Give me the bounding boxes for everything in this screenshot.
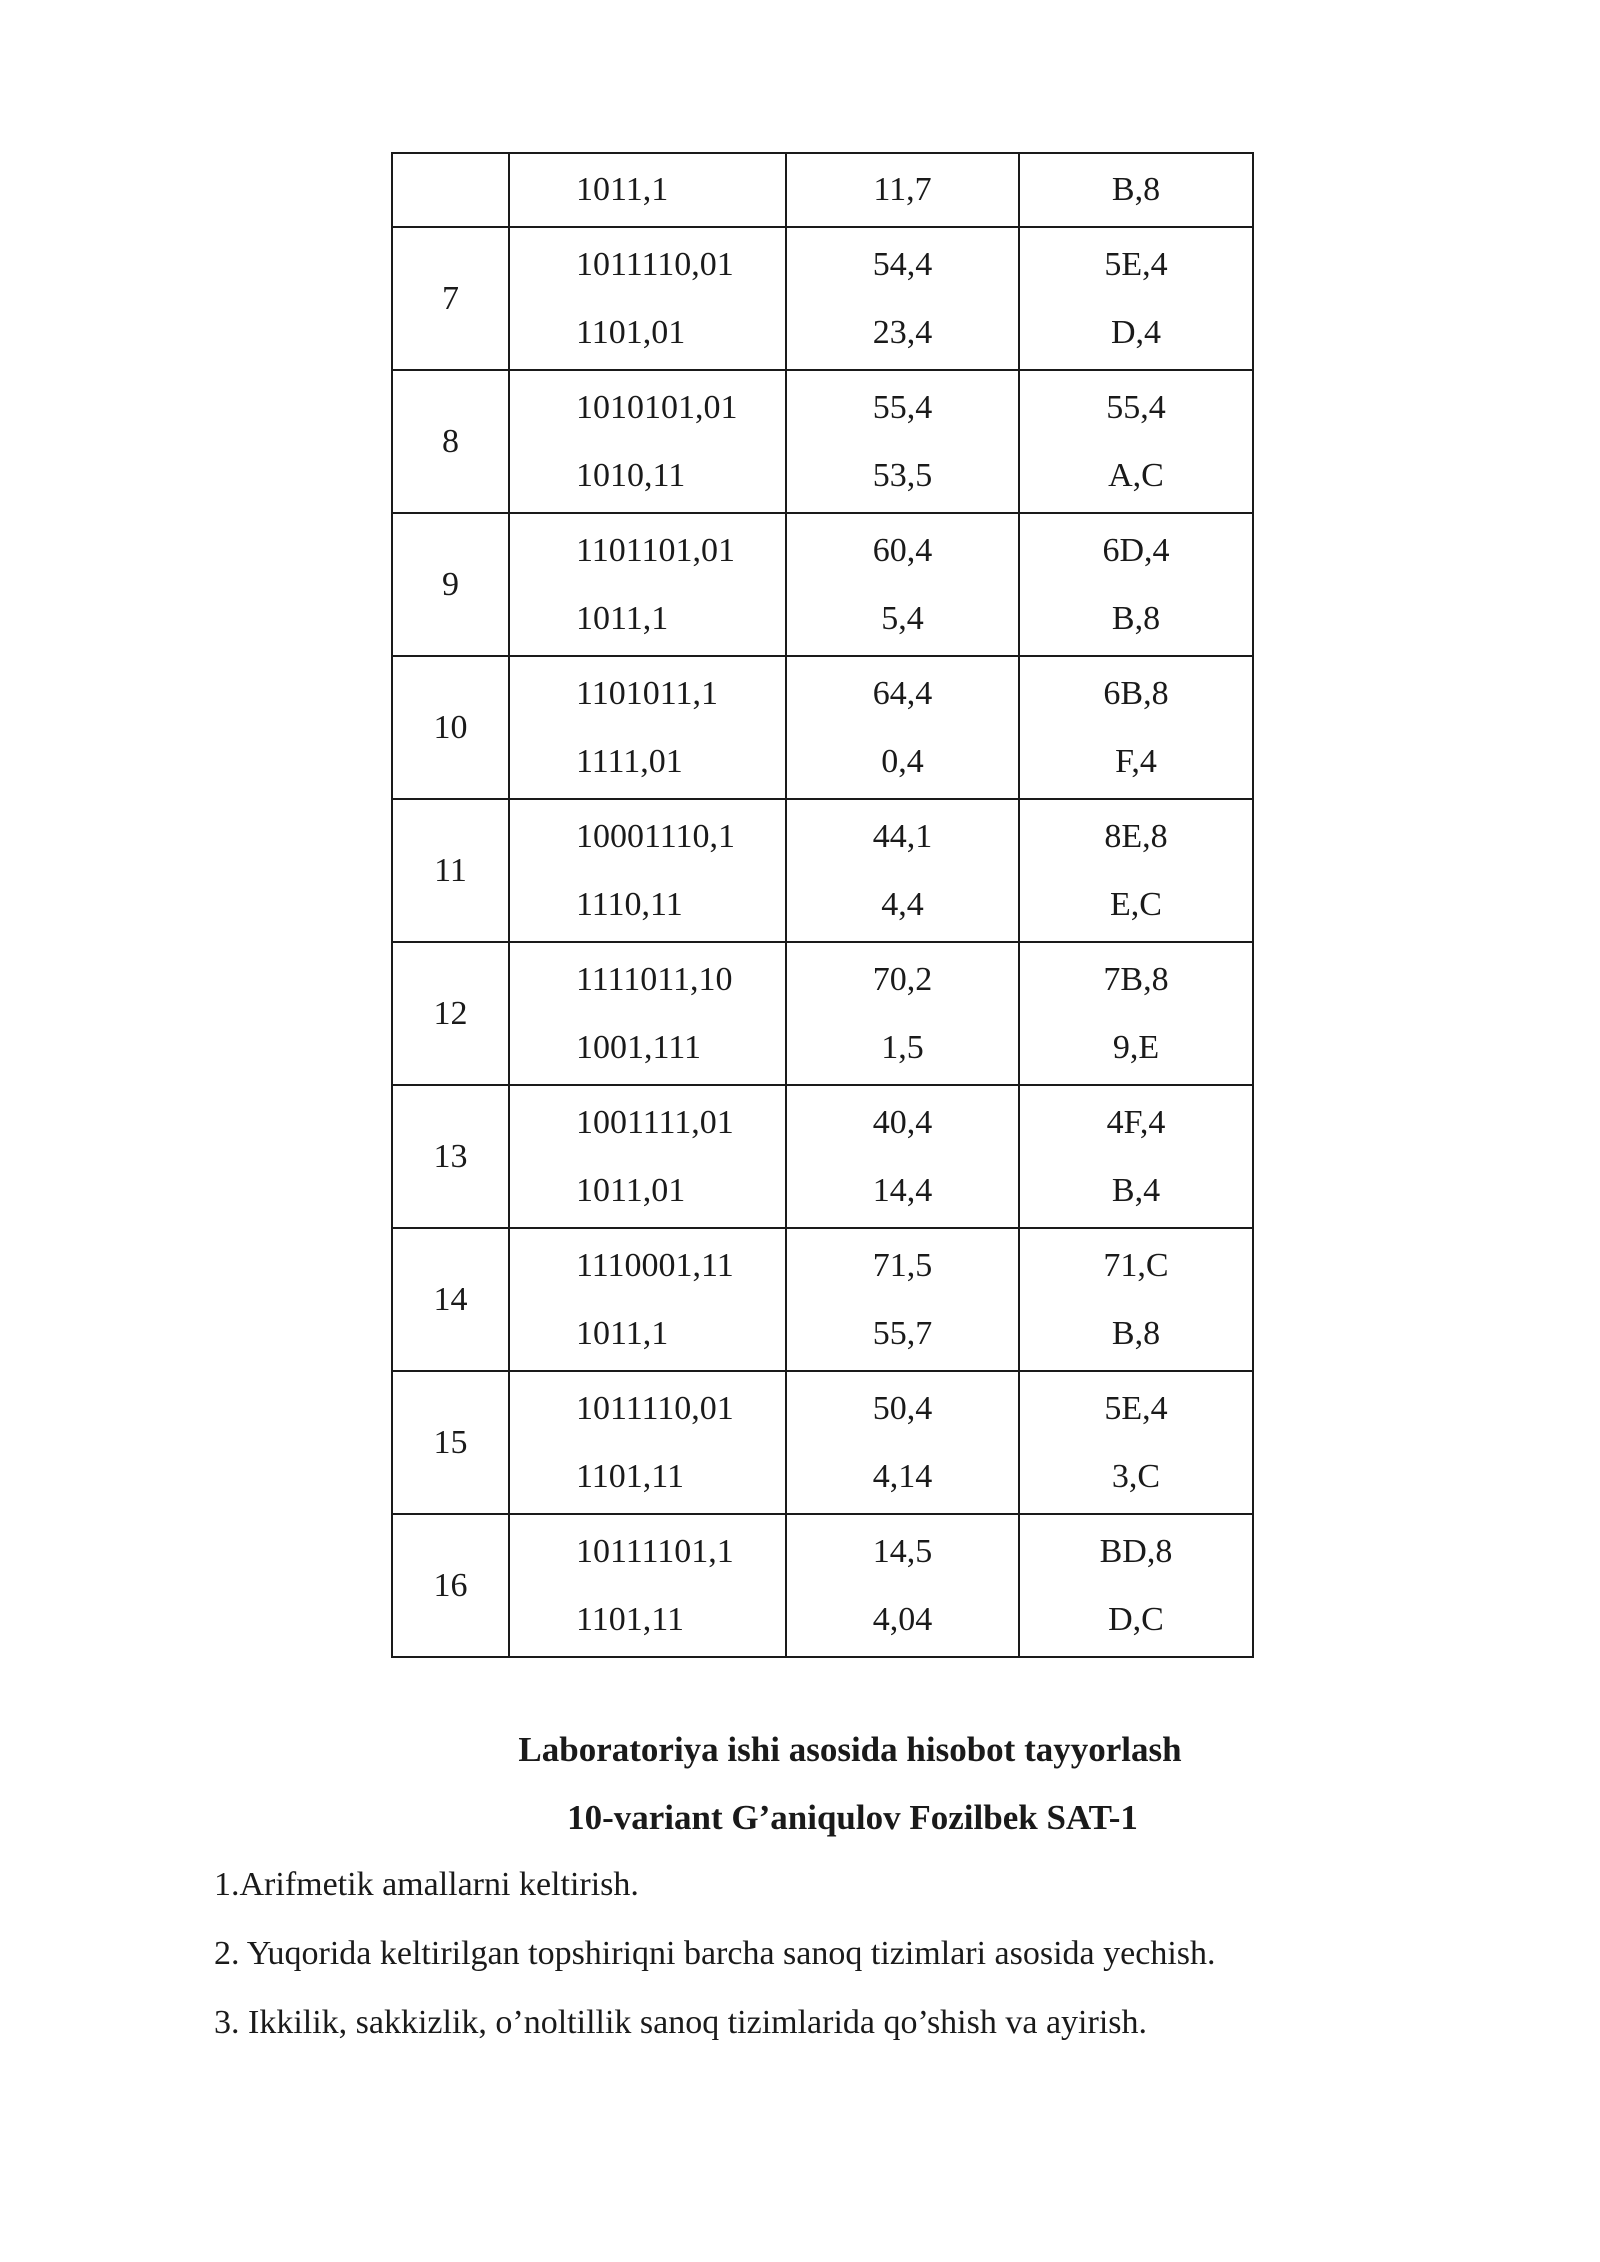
report-title: Laboratoriya ishi asosida hisobot tayyorlash — [518, 1730, 1182, 1769]
cell-value: 1011110,01 — [576, 1389, 734, 1427]
cell-value: 1111,01 — [576, 742, 683, 780]
cell-value: 10111101,1 — [576, 1532, 734, 1570]
cell-value: 55,4 — [1106, 388, 1166, 426]
binary-cell — [509, 1085, 786, 1228]
cell-value: 9,E — [1112, 1028, 1160, 1066]
cell-value: 10001110,1 — [576, 817, 735, 855]
cell-value: A,C — [1108, 456, 1164, 494]
cell-value: 54,4 — [872, 245, 933, 283]
cell-value: B,8 — [1111, 599, 1161, 637]
cell-value: 6B,8 — [1103, 674, 1169, 712]
binary-cell — [509, 153, 786, 227]
cell-value: 1011,01 — [576, 1171, 686, 1209]
octal-cell — [786, 1228, 1019, 1371]
cell-value: 0,4 — [881, 742, 924, 780]
row-number-cell: 10 — [392, 656, 509, 799]
cell-value: 5E,4 — [1104, 245, 1168, 283]
cell-value: 1011,1 — [576, 599, 669, 637]
cell-value: B,4 — [1111, 1171, 1161, 1209]
binary-cell — [509, 370, 786, 513]
binary-cell — [509, 227, 786, 370]
cell-value: 7B,8 — [1103, 960, 1169, 998]
cell-value: 1101011,1 — [576, 674, 718, 712]
binary-cell — [509, 1228, 786, 1371]
cell-value: 23,4 — [872, 313, 933, 351]
cell-value: 14,5 — [872, 1532, 933, 1570]
row-number-cell: 12 — [392, 942, 509, 1085]
number-systems-table — [391, 152, 1254, 1658]
cell-value: 1,5 — [881, 1028, 924, 1066]
cell-value: BD,8 — [1099, 1532, 1173, 1570]
hex-cell — [1019, 513, 1253, 656]
cell-value: 1011110,01 — [576, 245, 734, 283]
table-row — [392, 153, 1253, 227]
table-row — [392, 799, 1253, 942]
cell-value: 4F,4 — [1106, 1103, 1166, 1141]
cell-value: 5E,4 — [1104, 1389, 1168, 1427]
cell-value: 3,C — [1111, 1457, 1161, 1495]
cell-value: F,4 — [1115, 742, 1157, 780]
cell-value: 55,4 — [872, 388, 933, 426]
cell-value: B,8 — [1111, 171, 1161, 208]
hex-cell — [1019, 799, 1253, 942]
table-row — [392, 656, 1253, 799]
row-number-cell: 9 — [392, 513, 509, 656]
binary-cell — [509, 656, 786, 799]
cell-value: 1110,11 — [576, 885, 683, 923]
row-number-cell: 8 — [392, 370, 509, 513]
octal-cell — [786, 1514, 1019, 1657]
cell-value: 1010,11 — [576, 456, 686, 494]
octal-cell — [786, 799, 1019, 942]
cell-value: 14,4 — [872, 1171, 933, 1209]
cell-value: 4,4 — [881, 885, 924, 923]
octal-cell — [786, 1085, 1019, 1228]
task-item: 3. Ikkilik, sakkizlik, o’noltillik sanoq tizimlarida qo’shish va ayirish. — [214, 2004, 1147, 2041]
cell-value: 1101101,01 — [576, 531, 735, 569]
cell-value: 40,4 — [872, 1103, 933, 1141]
table-body — [392, 153, 1253, 1657]
cell-value: 55,7 — [872, 1314, 933, 1352]
binary-cell — [509, 1514, 786, 1657]
task-item: 1.Arifmetik amallarni keltirish. — [214, 1866, 639, 1903]
cell-value: 1011,1 — [576, 1314, 669, 1352]
task-item: 2. Yuqorida keltirilgan topshiriqni barcha sanoq tizimlari asosida yechish. — [214, 1935, 1216, 1972]
table-row — [392, 942, 1253, 1085]
cell-value: 1101,11 — [576, 1600, 684, 1638]
hex-cell — [1019, 1514, 1253, 1657]
cell-value: 6D,4 — [1102, 531, 1170, 569]
cell-value: 4,14 — [872, 1457, 933, 1495]
row-number-cell: 16 — [392, 1514, 509, 1657]
octal-cell — [786, 656, 1019, 799]
cell-value: 1101,01 — [576, 313, 686, 351]
cell-value: 1111011,10 — [576, 960, 733, 998]
cell-value: B,8 — [1111, 1314, 1161, 1352]
table-row — [392, 1228, 1253, 1371]
table-row — [392, 370, 1253, 513]
report-subtitle: 10-variant G’aniqulov Fozilbek SAT-1 — [567, 1798, 1138, 1837]
cell-value: E,C — [1110, 885, 1162, 923]
cell-value: 4,04 — [872, 1600, 933, 1638]
row-number-cell: 7 — [392, 227, 509, 370]
table-row — [392, 1085, 1253, 1228]
cell-value: 50,4 — [872, 1389, 933, 1427]
cell-value: 1101,11 — [576, 1457, 684, 1495]
octal-cell — [786, 153, 1019, 227]
cell-value: 53,5 — [872, 456, 933, 494]
cell-value: D,C — [1108, 1600, 1164, 1638]
table-row — [392, 1514, 1253, 1657]
octal-cell — [786, 370, 1019, 513]
row-number-cell: 14 — [392, 1228, 509, 1371]
row-number-cell: 11 — [392, 799, 509, 942]
table-row — [392, 513, 1253, 656]
cell-value: 1011,1 — [576, 171, 669, 208]
cell-value: 1110001,11 — [576, 1246, 734, 1284]
table-row — [392, 1371, 1253, 1514]
row-number-cell: 13 — [392, 1085, 509, 1228]
octal-cell — [786, 227, 1019, 370]
hex-cell — [1019, 942, 1253, 1085]
hex-cell — [1019, 656, 1253, 799]
binary-cell — [509, 799, 786, 942]
cell-value: 70,2 — [872, 960, 933, 998]
octal-cell — [786, 513, 1019, 656]
cell-value: 64,4 — [872, 674, 933, 712]
hex-cell — [1019, 1085, 1253, 1228]
cell-value: 44,1 — [872, 817, 933, 855]
cell-value: 1001,111 — [576, 1028, 701, 1066]
hex-cell — [1019, 227, 1253, 370]
cell-value: 1010101,01 — [576, 388, 738, 426]
octal-cell — [786, 942, 1019, 1085]
hex-cell — [1019, 153, 1253, 227]
binary-cell — [509, 942, 786, 1085]
cell-value: 71,C — [1103, 1246, 1169, 1284]
cell-value: 5,4 — [881, 599, 924, 637]
row-number-cell — [392, 153, 509, 227]
table-row — [392, 227, 1253, 370]
cell-value: 11,7 — [873, 171, 932, 208]
cell-value: 60,4 — [872, 531, 933, 569]
hex-cell — [1019, 370, 1253, 513]
octal-cell — [786, 1371, 1019, 1514]
binary-cell — [509, 1371, 786, 1514]
row-number-cell: 15 — [392, 1371, 509, 1514]
binary-cell — [509, 513, 786, 656]
cell-value: 1001111,01 — [576, 1103, 734, 1141]
hex-cell — [1019, 1228, 1253, 1371]
cell-value: D,4 — [1110, 313, 1162, 351]
cell-value: 71,5 — [872, 1246, 933, 1284]
cell-value: 8E,8 — [1104, 817, 1168, 855]
hex-cell — [1019, 1371, 1253, 1514]
